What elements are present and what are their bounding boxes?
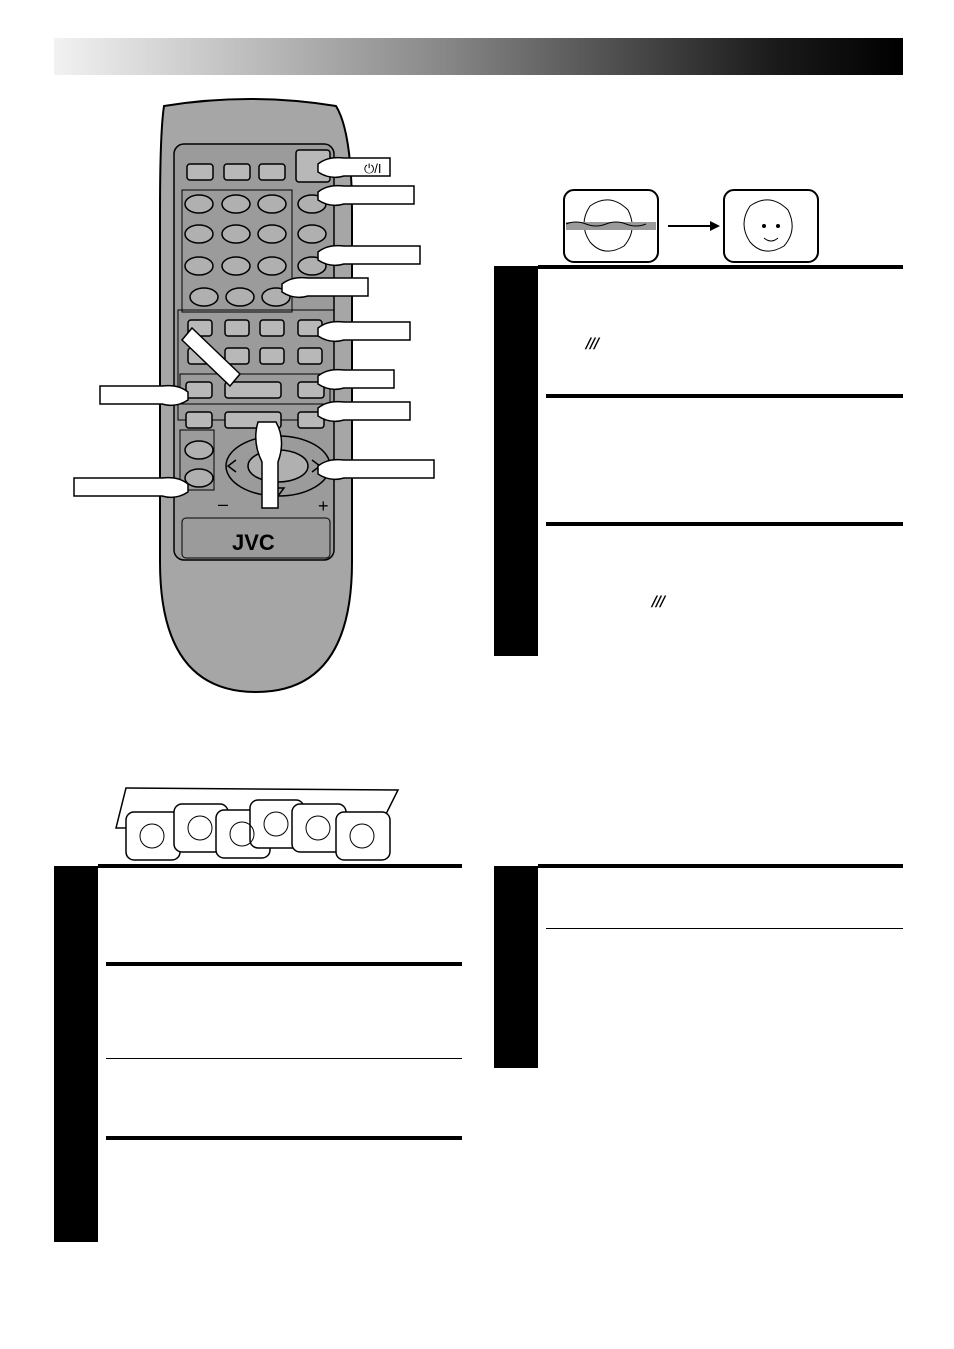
remote-control-illustration xyxy=(60,92,450,702)
divider xyxy=(106,962,462,966)
divider xyxy=(106,1058,462,1059)
section-tab-right-2 xyxy=(494,866,538,1068)
plus-label: + xyxy=(318,496,329,516)
divider xyxy=(546,522,903,526)
divider xyxy=(106,1136,462,1140)
divider xyxy=(546,928,903,929)
divider xyxy=(546,394,903,398)
section-tab-right-1 xyxy=(494,266,538,656)
tracking-symbol: /// xyxy=(586,336,599,352)
minus-label: – xyxy=(218,494,229,514)
divider xyxy=(538,864,903,868)
power-label: ⏻/I xyxy=(364,161,382,176)
section-tab-left xyxy=(54,866,98,1242)
tracking-comparison-illustration xyxy=(560,186,824,266)
page-header-bar xyxy=(54,38,903,75)
divider xyxy=(538,265,903,269)
cartoon-faces-strip xyxy=(112,782,402,864)
divider xyxy=(98,864,462,868)
tracking-symbol-2: /// xyxy=(652,594,665,610)
brand-logo: JVC xyxy=(232,530,275,555)
